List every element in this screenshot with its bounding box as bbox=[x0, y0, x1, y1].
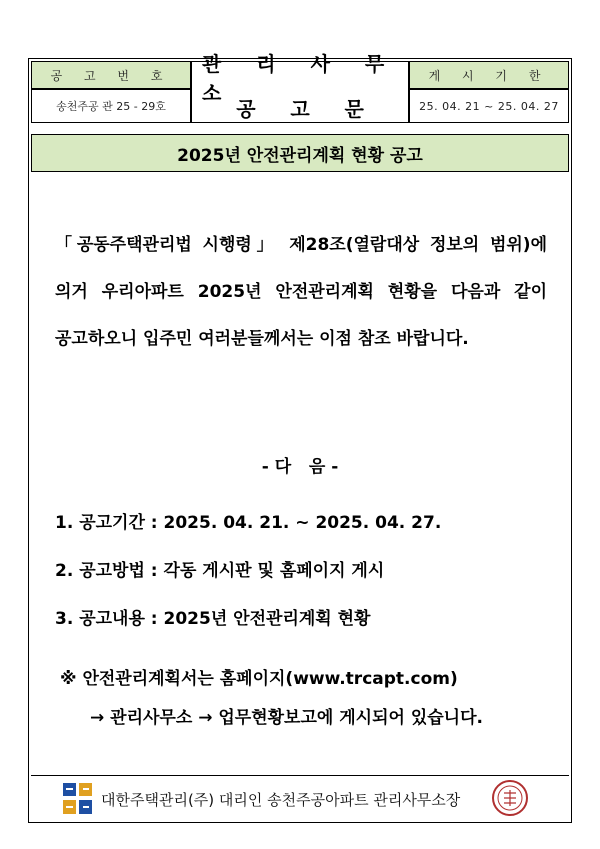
official-seal-icon bbox=[491, 779, 529, 817]
details-heading: - 다 음 - bbox=[261, 457, 339, 477]
item-content: 3. 공고내용 : 2025년 안전관리계획 현황 bbox=[55, 609, 371, 629]
posting-period-value: 25. 04. 21 ~ 25. 04. 27 bbox=[409, 89, 569, 123]
footer bbox=[31, 775, 569, 820]
intro-paragraph: 「공동주택관리법 시행령」 제28조(열람대상 정보의 범위)에 의거 우리아파트 2025년 안전관리계획 현황을 다음과 같이 공고하오니 입주민 여러분들께서는 이점 참조 바랍니다. bbox=[55, 235, 547, 349]
note-line-2: → 관리사무소 → 업무현황보고에 게시되어 있습니다. bbox=[90, 708, 483, 728]
document-type bbox=[191, 92, 409, 123]
item-period: 1. 공고기간 : 2025. 04. 21. ~ 2025. 04. 27. bbox=[55, 513, 442, 533]
notice-number-value: 송천주공 관 25 - 29호 bbox=[31, 89, 191, 123]
office-title: 관 리 사 무 소 bbox=[191, 61, 409, 92]
issuer-text: 대한주택관리(주) 대리인 송천주공아파트 관리사무소장 bbox=[101, 791, 461, 809]
notice-title: 2025년 안전관리계획 현황 공고 bbox=[31, 134, 569, 172]
notice-number-label: 공 고 번 호 bbox=[31, 61, 191, 89]
note-line-1: ※ 안전관리계획서는 홈페이지(www.trcapt.com) bbox=[60, 669, 458, 689]
header-table bbox=[31, 52, 569, 123]
item-method: 2. 공고방법 : 각동 게시판 및 홈페이지 게시 bbox=[55, 561, 385, 581]
posting-period-label: 게 시 기 한 bbox=[409, 61, 569, 89]
company-logo-icon bbox=[61, 781, 95, 817]
document-type-text: 공 고 문 bbox=[236, 96, 364, 121]
